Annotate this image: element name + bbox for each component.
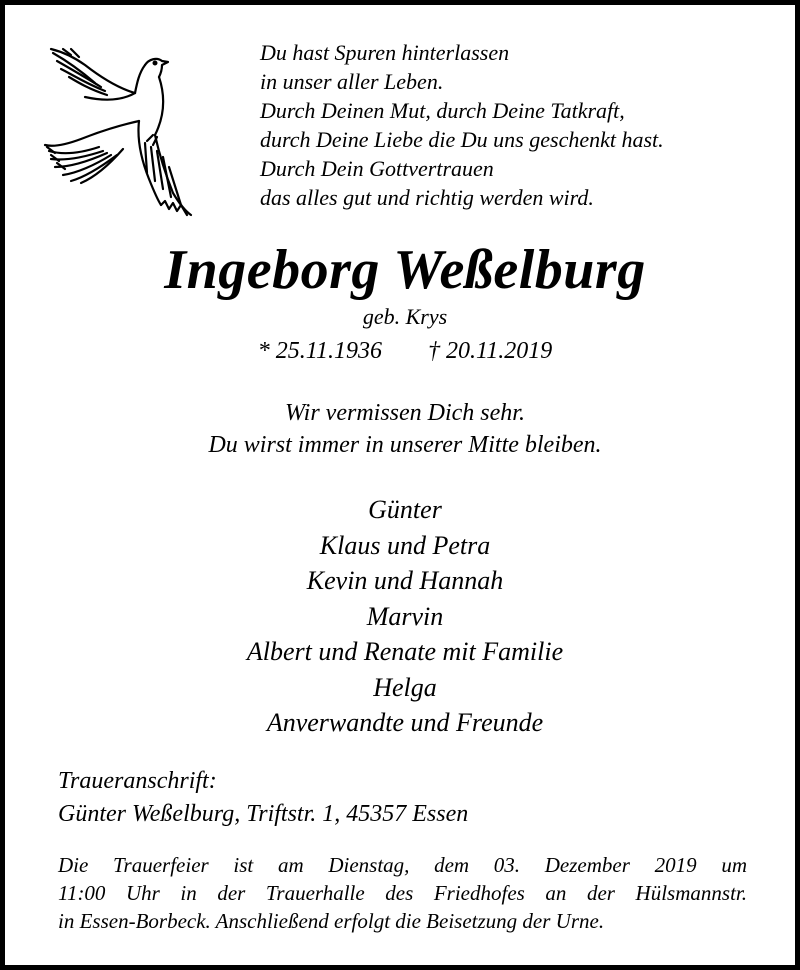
mourner: Kevin und Hannah xyxy=(306,566,504,595)
mourner: Albert und Renate mit Familie xyxy=(246,637,564,666)
poem-line: Durch Deinen Mut, durch Deine Tatkraft, xyxy=(260,98,625,123)
mourners-list xyxy=(5,492,800,741)
poem-line: in unser aller Leben. xyxy=(260,69,444,94)
mourner: Helga xyxy=(373,672,437,702)
mourner: Günter xyxy=(368,495,442,524)
dove-icon xyxy=(41,43,201,218)
death-date: † 20.11.2019 xyxy=(428,338,553,364)
address-label: Traueranschrift: xyxy=(58,768,217,794)
birth-name: geb. Krys xyxy=(362,304,448,329)
poem xyxy=(260,38,664,212)
deceased-name: Ingeborg Weßelburg xyxy=(164,239,646,301)
poem-line: das alles gut und richtig werden wird. xyxy=(260,185,594,210)
farewell-message xyxy=(5,397,800,461)
poem-line: Du hast Spuren hinterlassen xyxy=(260,40,510,65)
ceremony-line: Die Trauerfeier ist am Dienstag, dem 03. Dezember 2019 um xyxy=(58,853,747,877)
ceremony-notice xyxy=(58,851,747,935)
birth-date: * 25.11.1936 xyxy=(257,338,382,364)
poem-line: Durch Dein Gottvertrauen xyxy=(260,156,494,181)
mourner: Anverwandte und Freunde xyxy=(266,708,544,737)
poem-line: durch Deine Liebe die Du uns geschenkt hast. xyxy=(260,127,664,152)
ceremony-line: 11:00 Uhr in der Trauerhalle des Friedhofes an der Hülsmannstr. xyxy=(58,881,747,905)
message-line: Du wirst immer in unserer Mitte bleiben. xyxy=(208,432,602,458)
message-line: Wir vermissen Dich sehr. xyxy=(285,400,525,426)
mourner: Klaus und Petra xyxy=(319,530,491,560)
life-dates xyxy=(5,335,800,367)
address-line: Günter Weßelburg, Triftstr. 1, 45357 Essen xyxy=(58,801,469,827)
mourning-address xyxy=(58,765,468,831)
mourner: Marvin xyxy=(366,601,444,631)
ceremony-line: in Essen-Borbeck. Anschließend erfolgt die Beisetzung der Urne. xyxy=(58,909,605,933)
